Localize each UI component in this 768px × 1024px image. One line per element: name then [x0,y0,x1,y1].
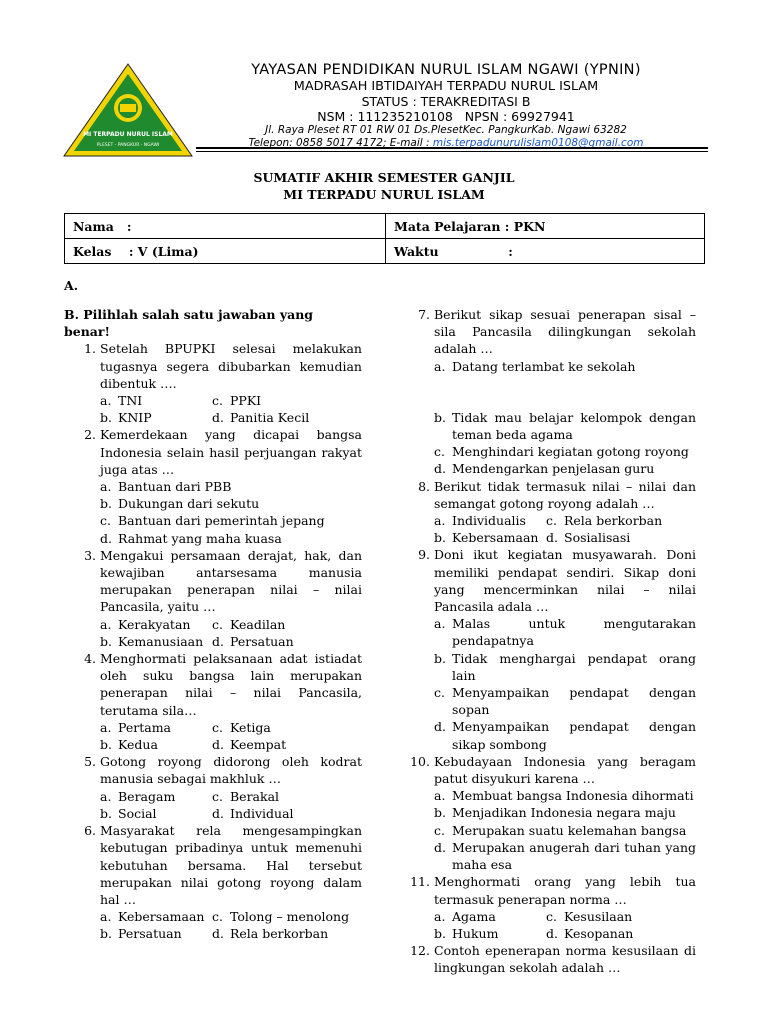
options-row [64,908,362,925]
option-a[interactable]: a. Kebersamaan [100,909,205,925]
question-text: Contoh epenerapan norma kesusilaan di lingkungan sekolah adalah … [434,943,696,976]
question-column-left [64,306,362,943]
option-a[interactable]: a. Kerakyatan [100,616,191,632]
options-row [64,633,362,650]
question-text: Menghormati orang yang lebih tua termasuk penerapan norma … [434,874,696,907]
option-d[interactable]: d. Panitia Kecil [212,410,310,426]
class-field: Kelas : V (Lima) [65,239,386,264]
option-a[interactable]: a. Malas untuk mengutarakan pendapatnya [434,616,696,649]
option-c[interactable]: c. PPKI [212,393,262,409]
exam-title-line1: SUMATIF AKHIR SEMESTER GANJIL [253,170,515,185]
option-c[interactable]: c. Kesusilaan [546,908,633,924]
letterhead-rule-thick [196,147,708,149]
question-text: Setelah BPUPKI selesai melakukan tugasnya segera dibubarkan kemudian dibentuk …. [100,341,362,391]
options-row [64,409,362,426]
option-a[interactable]: a. Agama [434,908,496,924]
option-b[interactable]: b. Social [100,805,157,821]
school-address: Jl. Raya Pleset RT 01 RW 01 Ds.PlesetKec. PangkurKab. Ngawi 63282 [265,124,627,136]
question-text: Doni ikut kegiatan musyawarah. Doni memiliki pendapat sendiri. Sikap doni yang mencerminkan nilai – nilai Pancasila adala … [434,547,696,615]
option-d[interactable]: d. Keempat [212,737,287,753]
question-text: Kemerdekaan yang dicapai bangsa Indonesia selain hasil perjuangan rakyat juga atas … [100,427,362,477]
question-1 [64,340,362,392]
question-number: 12. [410,943,430,959]
option-c[interactable]: c. Tolong – menolong [212,909,350,925]
option-b[interactable]: b. Kemanusiaan [100,633,204,649]
question-number: 2. [84,427,96,443]
blank-space [404,375,696,392]
option-b[interactable]: b. Kebersamaan [434,530,539,546]
question-number: 8. [418,478,430,494]
option-c[interactable]: c. Menghindari kegiatan gotong royong [434,444,689,460]
question-8 [404,478,696,512]
question-7 [404,306,696,358]
school-name: MADRASAH IBTIDAIYAH TERPADU NURUL ISLAM [293,79,599,94]
question-5 [64,753,362,787]
question-text: Masyarakat rela mengesampingkan kebutugan pribadinya untuk memenuhi kebutuhan bersama. Hal tersebut merupakan nilai gotong royong dalam hal … [100,823,362,907]
question-number: 9. [418,547,430,563]
options-row [404,512,696,529]
option-d[interactable]: d. Rela berkorban [212,926,329,942]
option-d[interactable]: d. Rahmat yang maha kuasa [100,530,282,546]
question-number: 6. [84,823,96,839]
question-11 [404,873,696,907]
accreditation-status: STATUS : TERAKREDITASI B [361,94,531,109]
question-text: Menghormati pelaksanaan adat istiadat oleh suku bangsa lain merupakan penerapan nilai – nilai Pancasila, terutama sila… [100,651,362,718]
options-row [64,788,362,805]
options-row [64,719,362,736]
option-d[interactable]: d. Menyampaikan pendapat dengan sikap sombong [434,719,696,752]
option-a[interactable]: a. Membuat bangsa Indonesia dihormati [434,788,694,804]
question-text: Gotong royong didorong oleh kodrat manusia sebagai makhluk … [100,754,362,787]
time-field[interactable]: Waktu : [386,239,705,264]
option-a[interactable]: a. Datang terlambat ke sekolah [434,358,636,374]
option-a[interactable]: a. TNI [100,393,143,409]
option-a[interactable]: a. Bantuan dari PBB [100,479,232,495]
question-number: 5. [84,754,96,770]
nsm-npsn: NSM : 111235210108 NPSN : 69927941 [317,109,575,124]
blank-space [404,392,696,409]
letterhead-rule-thin [196,151,708,152]
options-row [404,908,696,925]
name-field[interactable]: Nama : [65,214,386,239]
options-row [404,925,696,942]
options-row [64,392,362,409]
question-number: 4. [84,651,96,667]
options-row [64,925,362,942]
options-row [64,616,362,633]
option-d[interactable]: d. Mendengarkan penjelasan guru [434,461,655,477]
letterhead [196,62,696,149]
option-b[interactable]: b. Hukum [434,925,499,941]
question-12 [404,942,696,976]
question-column-right [404,306,696,977]
option-b[interactable]: b. KNIP [100,410,152,426]
question-6 [64,822,362,908]
foundation-name: YAYASAN PENDIDIKAN NURUL ISLAM NGAWI (YPNIN) [251,62,641,78]
option-c[interactable]: c. Berakal [212,788,280,804]
question-4 [64,650,362,719]
option-d[interactable]: d. Individual [212,805,294,821]
option-b[interactable]: b. Persatuan [100,926,182,942]
option-a[interactable]: a. Pertama [100,719,172,735]
question-9 [404,546,696,615]
question-3 [64,547,362,616]
logo-text-top: MI TERPADU NURUL ISLAM [83,131,173,138]
options-row [64,736,362,753]
section-a-heading: A. [64,278,79,293]
option-a[interactable]: a. Individualis [434,513,526,529]
email-link[interactable]: mis.terpadunurulislam0108@gmail.com [432,136,644,149]
question-text: Berikut sikap sesuai penerapan sisal – sila Pancasila dilingkungan sekolah adalah … [434,307,696,357]
option-c[interactable]: c. Bantuan dari pemerintah jepang [100,513,325,529]
question-number: 3. [84,547,96,563]
question-number: 10. [410,753,430,769]
option-c[interactable]: c. Menyampaikan pendapat dengan sopan [434,685,696,718]
school-logo [62,62,194,158]
options-row [404,529,696,546]
question-number: 7. [418,307,430,322]
option-b[interactable]: b. Tidak menghargai pendapat orang lain [434,650,696,683]
phone-label: Telepon: 0858 5017 4172; E-mail : [248,136,433,149]
logo-text-bottom: PLESET - PANGKUR - NGAWI [96,143,160,148]
options-row [64,805,362,822]
question-text: Berikut tidak termasuk nilai – nilai dan semangat gotong royong adalah … [434,478,696,511]
option-d[interactable]: d. Sosialisasi [546,530,631,546]
option-c[interactable]: c. Rela berkorban [546,513,663,529]
option-a[interactable]: a. Beragam [100,788,176,804]
option-c[interactable]: c. Keadilan [212,616,286,632]
exam-title [0,169,768,203]
option-b[interactable]: b. Dukungan dari sekutu [100,496,260,512]
question-number: 11. [410,874,430,890]
question-2 [64,426,362,478]
question-text: Mengakui persamaan derajat, hak, dan kewajiban antarsesama manusia merupakan penerapan nilai – nilai Pancasila, yaitu … [100,547,362,615]
subject-field: Mata Pelajaran : PKN [386,214,705,239]
option-b[interactable]: b. Kedua [100,737,158,753]
option-c[interactable]: c. Merupakan suatu kelemahan bangsa [434,822,687,838]
question-number: 1. [84,341,96,357]
option-c[interactable]: c. Ketiga [212,719,271,735]
option-d[interactable]: d. Persatuan [212,633,294,649]
option-b[interactable]: b. Menjadikan Indonesia negara maju [434,805,676,821]
section-b-heading: B. Pilihlah salah satu jawaban yang benar! [64,307,314,340]
option-d[interactable]: d. Merupakan anugerah dari tuhan yang maha esa [434,839,696,873]
question-text: Kebudayaan Indonesia yang beragam patut disyukuri karena … [434,753,696,787]
exam-title-line2: MI TERPADU NURUL ISLAM [283,187,485,202]
option-d[interactable]: d. Kesopanan [546,925,634,941]
question-10 [404,753,696,787]
option-b[interactable]: b. Tidak mau belajar kelompok dengan teman beda agama [434,409,696,443]
student-identity-table [64,213,705,264]
